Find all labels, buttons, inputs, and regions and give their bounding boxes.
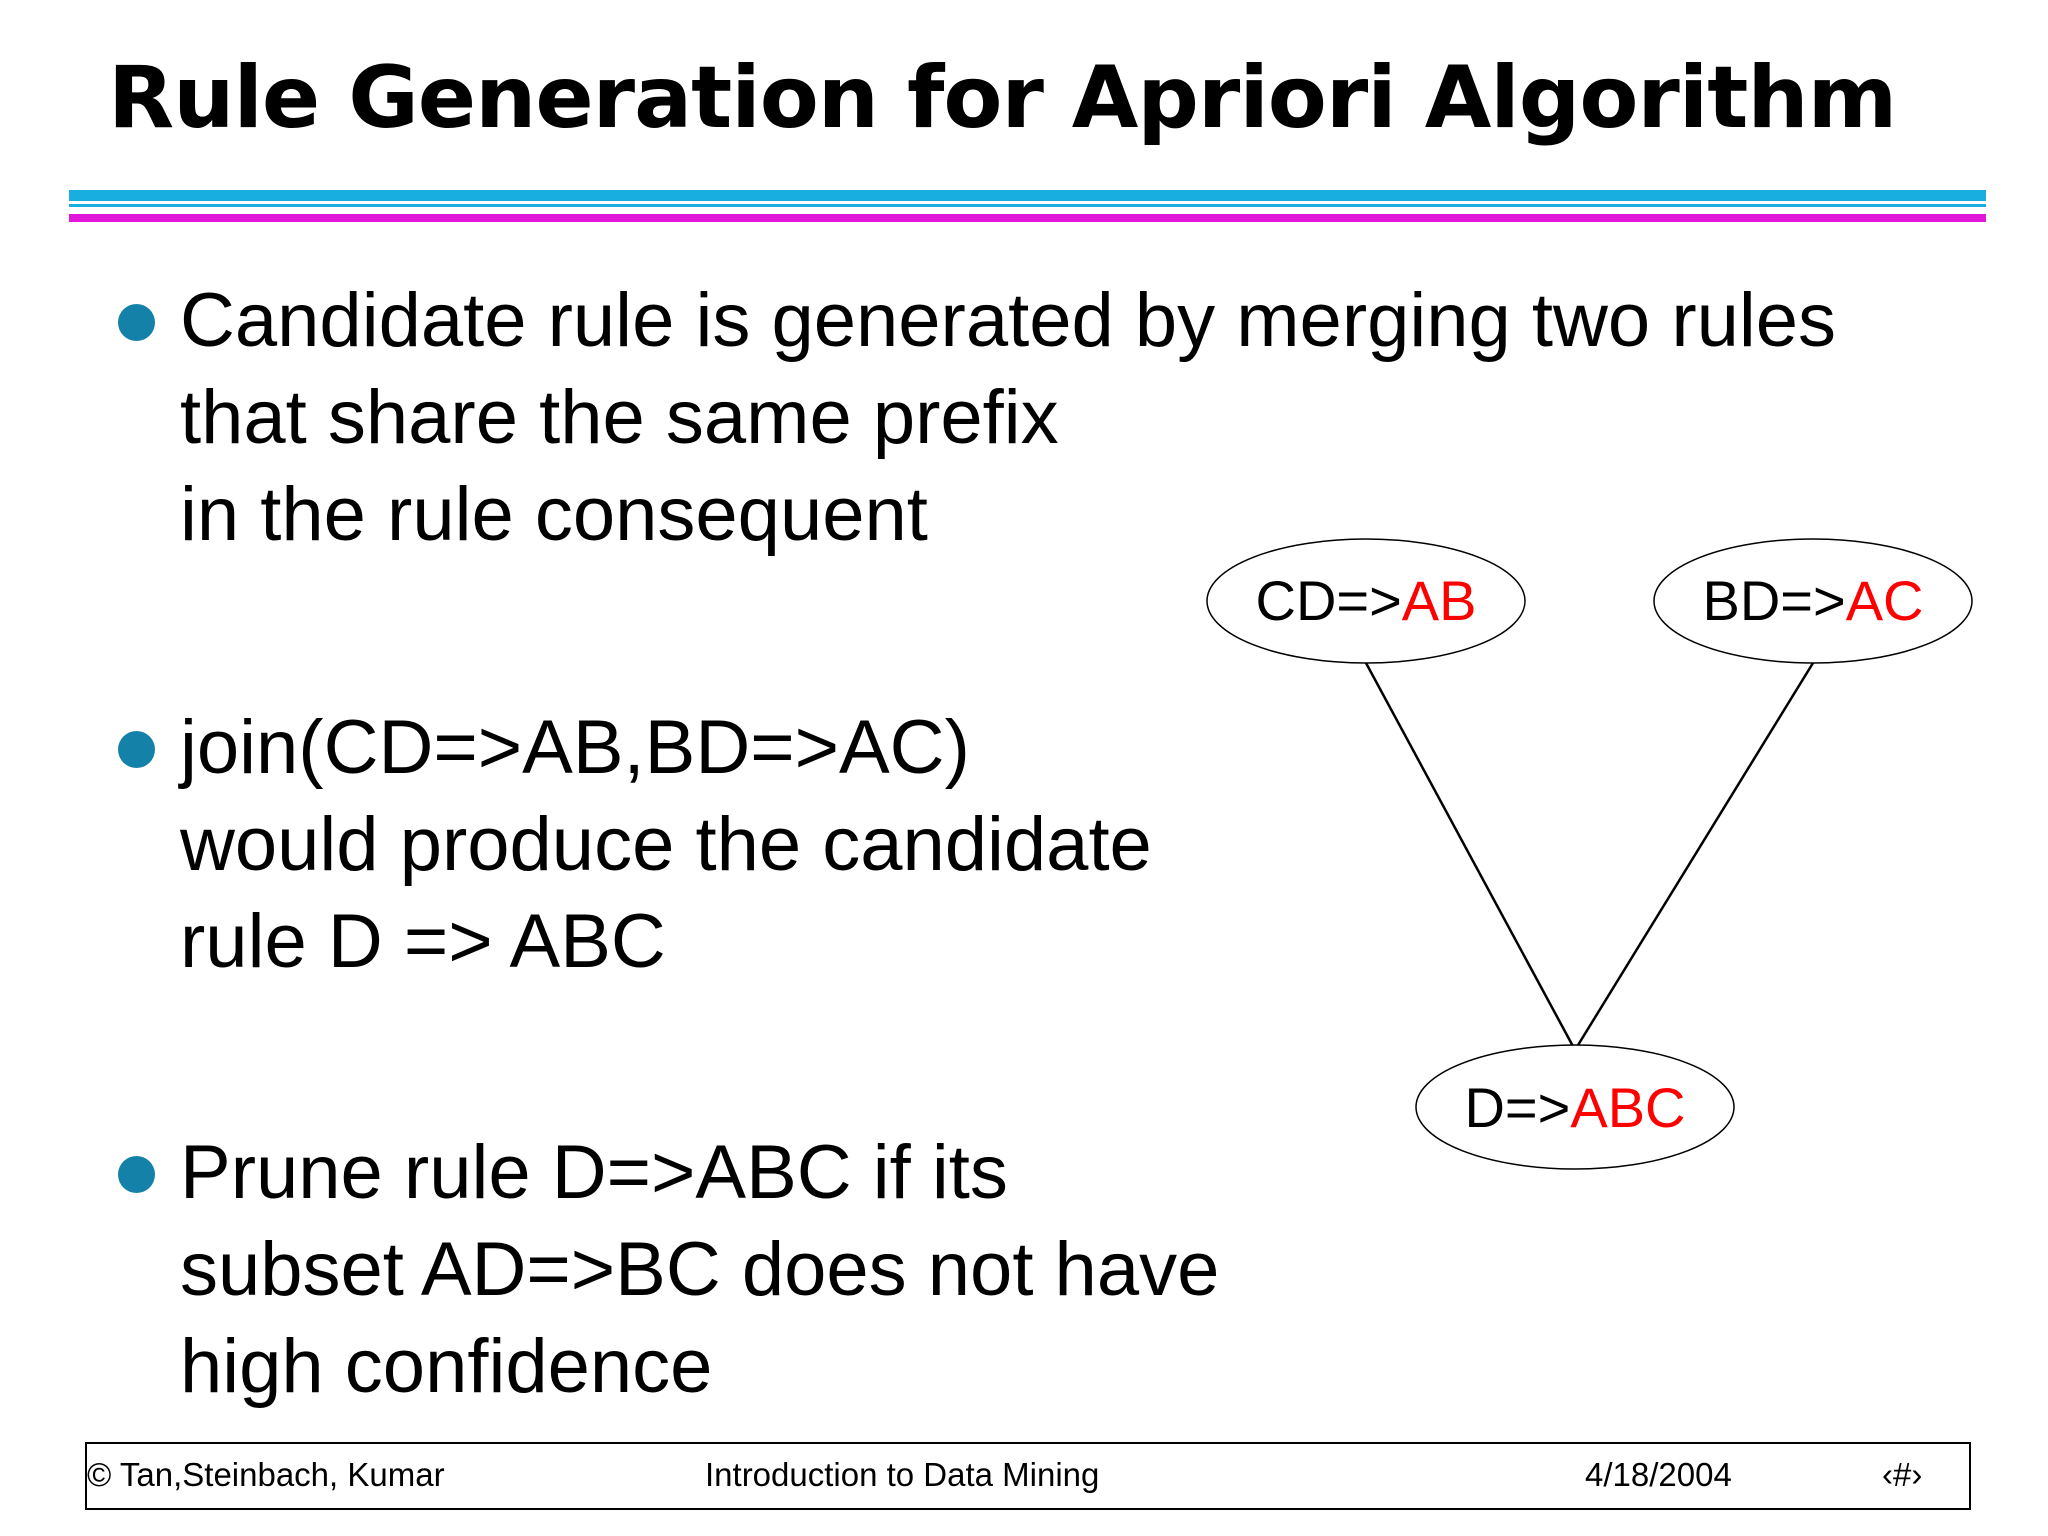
node-label (1256, 569, 1477, 632)
bullet-text-line: high confidence (180, 1324, 713, 1409)
node-consequent: ABC (1570, 1076, 1686, 1139)
node-label (1464, 1076, 1685, 1139)
node-antecedent: D=> (1464, 1076, 1571, 1139)
footer-course-title: Introduction to Data Mining (705, 1456, 1100, 1493)
node-consequent: AC (1845, 569, 1924, 632)
bullet-text-line: Prune rule D=>ABC if its (180, 1130, 1008, 1215)
node-antecedent: BD=> (1702, 569, 1846, 632)
slide-footer (85, 1442, 1971, 1510)
title-underline-cyan-thin (69, 204, 1986, 207)
footer-copyright: © Tan,Steinbach, Kumar (87, 1456, 445, 1493)
bullet-text-line: that share the same prefix (180, 375, 1059, 460)
bullet-text-line: in the rule consequent (180, 472, 928, 557)
bullet-text-line: rule D => ABC (180, 899, 666, 984)
bullet-text-line: join(CD=>AB,BD=>AC) (180, 705, 970, 790)
bullet-dot-icon (118, 731, 155, 768)
bullet-dot-icon (118, 304, 155, 341)
edge-bd-ac-to-d-abc (1575, 663, 1813, 1050)
footer-page-number: ‹#› (1882, 1456, 1923, 1493)
node-label (1703, 569, 1924, 632)
bullet-text-line: subset AD=>BC does not have (180, 1227, 1220, 1312)
footer-date: 4/18/2004 (1585, 1456, 1732, 1493)
rule-node-bd-ac (1654, 539, 1972, 663)
bullet-item (180, 699, 1152, 990)
slide-title: Rule Generation for Apriori Algorithm (108, 48, 1897, 148)
node-antecedent: CD=> (1255, 569, 1402, 632)
node-consequent: AB (1401, 569, 1477, 632)
title-underline-magenta (69, 214, 1986, 222)
bullet-item (180, 1124, 1219, 1415)
bullet-dot-icon (118, 1156, 155, 1193)
title-underline-cyan (69, 190, 1986, 201)
rule-node-cd-ab (1207, 539, 1525, 663)
rule-lattice-diagram (1190, 520, 1990, 1180)
bullet-text-line: Candidate rule is generated by merging two rules (180, 278, 1837, 363)
rule-node-d-abc (1416, 1045, 1734, 1169)
edge-cd-ab-to-d-abc (1366, 663, 1575, 1050)
bullet-text-line: would produce the candidate (180, 802, 1152, 887)
